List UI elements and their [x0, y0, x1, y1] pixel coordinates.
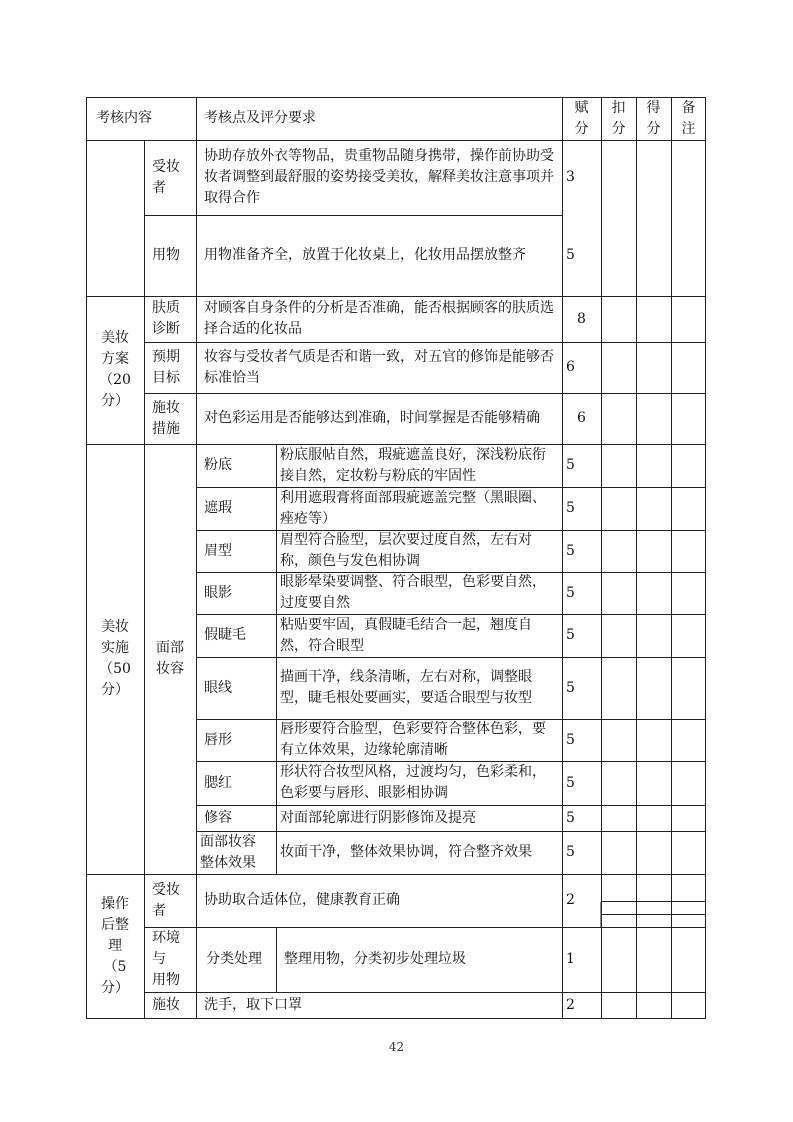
prep-supplies-score: 5 [566, 247, 575, 263]
impl-item: 假睫毛 [204, 627, 246, 643]
impl-text: 描画干净，线条清晰，左右对称，调整眼型，睫毛根处要画实，要适合眼型与妆型 [280, 669, 532, 706]
impl-score: 5 [566, 500, 575, 516]
header-criteria: 考核点及评分要求 [204, 110, 316, 126]
impl-score: 5 [566, 844, 575, 860]
impl-item: 遮瑕 [204, 500, 232, 516]
post-section-label: 操作 后整 理 （5 分） [101, 896, 129, 996]
header-got: 得 分 [646, 99, 661, 137]
post-env-item: 分类处理 [206, 951, 262, 967]
post-wash-text: 洗手，取下口罩 [204, 997, 302, 1013]
post-env-score: 1 [566, 951, 575, 967]
impl-score: 5 [566, 679, 575, 696]
page-number: 42 [388, 1040, 405, 1054]
impl-score: 5 [566, 542, 575, 559]
impl-item: 眼影 [204, 584, 232, 601]
impl-score: 5 [566, 731, 575, 748]
impl-text: 粘贴要牢固，真假睫毛结合一起，翘度自然，符合眼型 [280, 616, 532, 654]
impl-item: 修容 [204, 809, 232, 826]
post-recipient-text: 协助取合适体位，健康教育正确 [204, 892, 400, 908]
plan-row-score: 6 [577, 410, 586, 426]
impl-section-label: 美妆 实施 （50 分） [99, 619, 131, 698]
impl-text: 唇形要符合脸型，色彩要符合整体色彩，要有立体效果，边缘轮廓清晰 [280, 721, 546, 758]
impl-item: 唇形 [204, 731, 232, 748]
impl-text: 妆面干净，整体效果协调，符合整齐效果 [280, 844, 532, 860]
impl-score: 5 [566, 584, 575, 601]
prep-recipient-text: 协助存放外衣等物品，贵重物品随身携带，操作前协助受妆者调整到最舒服的姿势接受美妆，解释美妆注意事项并取得合作 [204, 148, 554, 206]
post-wash-label: 施妆 [152, 997, 180, 1013]
plan-row-score: 8 [577, 310, 586, 327]
prep-supplies-text: 用物准备齐全，放置于化妆桌上，化妆用品摆放整齐 [204, 247, 526, 263]
impl-item: 眼线 [204, 679, 232, 696]
impl-score: 5 [566, 774, 575, 791]
plan-row-text: 妆容与受妆者气质是否和谐一致，对五官的修饰是能够否标准恰当 [204, 348, 554, 386]
plan-row-label: 施妆 措施 [152, 399, 180, 437]
prep-recipient-score: 3 [566, 169, 575, 185]
assessment-table [86, 97, 706, 1019]
plan-row-label: 肤质 诊断 [152, 300, 180, 337]
impl-item: 眉型 [204, 542, 232, 559]
impl-score: 5 [566, 457, 575, 473]
header-score: 赋 分 [574, 99, 589, 137]
plan-section-label: 美妆 方案 （20 分） [99, 330, 131, 409]
impl-item: 腮红 [204, 774, 232, 791]
plan-row-text: 对色彩运用是否能够达到准确，时间掌握是否能够精确 [204, 410, 540, 426]
impl-item: 面部妆容 整体效果 [200, 833, 256, 871]
prep-recipient-label: 受妆 者 [152, 158, 180, 196]
post-wash-score: 2 [566, 997, 575, 1013]
post-env-text: 整理用物，分类初步处理垃圾 [284, 951, 466, 967]
post-recipient-score: 2 [566, 892, 575, 908]
prep-supplies-label: 用物 [152, 247, 180, 263]
impl-text: 利用遮瑕膏将面部瑕疵遮盖完整（黑眼圈、痤疮等） [280, 489, 546, 527]
impl-text: 眉型符合脸型，层次要过度自然，左右对称，颜色与发色相协调 [280, 532, 532, 569]
impl-item: 粉底 [204, 457, 232, 473]
plan-row-label: 预期 目标 [152, 348, 180, 386]
impl-text: 形状符合妆型风格，过渡均匀，色彩柔和，色彩要与唇形、眼影相协调 [280, 764, 546, 801]
header-note: 备 注 [681, 99, 696, 137]
impl-text: 眼影晕染要调整、符合眼型，色彩要自然，过度要自然 [280, 574, 546, 611]
impl-text: 粉底服帖自然，瑕疵遮盖良好，深浅粉底衔接自然，定妆粉与粉底的牢固性 [280, 446, 546, 484]
impl-sub-label: 面部 妆容 [156, 640, 184, 677]
header-deduct: 扣 分 [611, 99, 626, 137]
header-content: 考核内容 [96, 110, 152, 126]
impl-score: 5 [566, 809, 575, 826]
impl-text: 对面部轮廓进行阴影修饰及提亮 [280, 809, 476, 826]
post-env-label: 环境 与 用物 [152, 930, 180, 988]
plan-row-score: 6 [566, 359, 575, 375]
plan-row-text: 对顾客自身条件的分析是否准确，能否根据顾客的肤质选择合适的化妆品 [204, 300, 554, 337]
impl-score: 5 [566, 627, 575, 643]
post-recipient-label: 受妆 者 [152, 881, 180, 919]
